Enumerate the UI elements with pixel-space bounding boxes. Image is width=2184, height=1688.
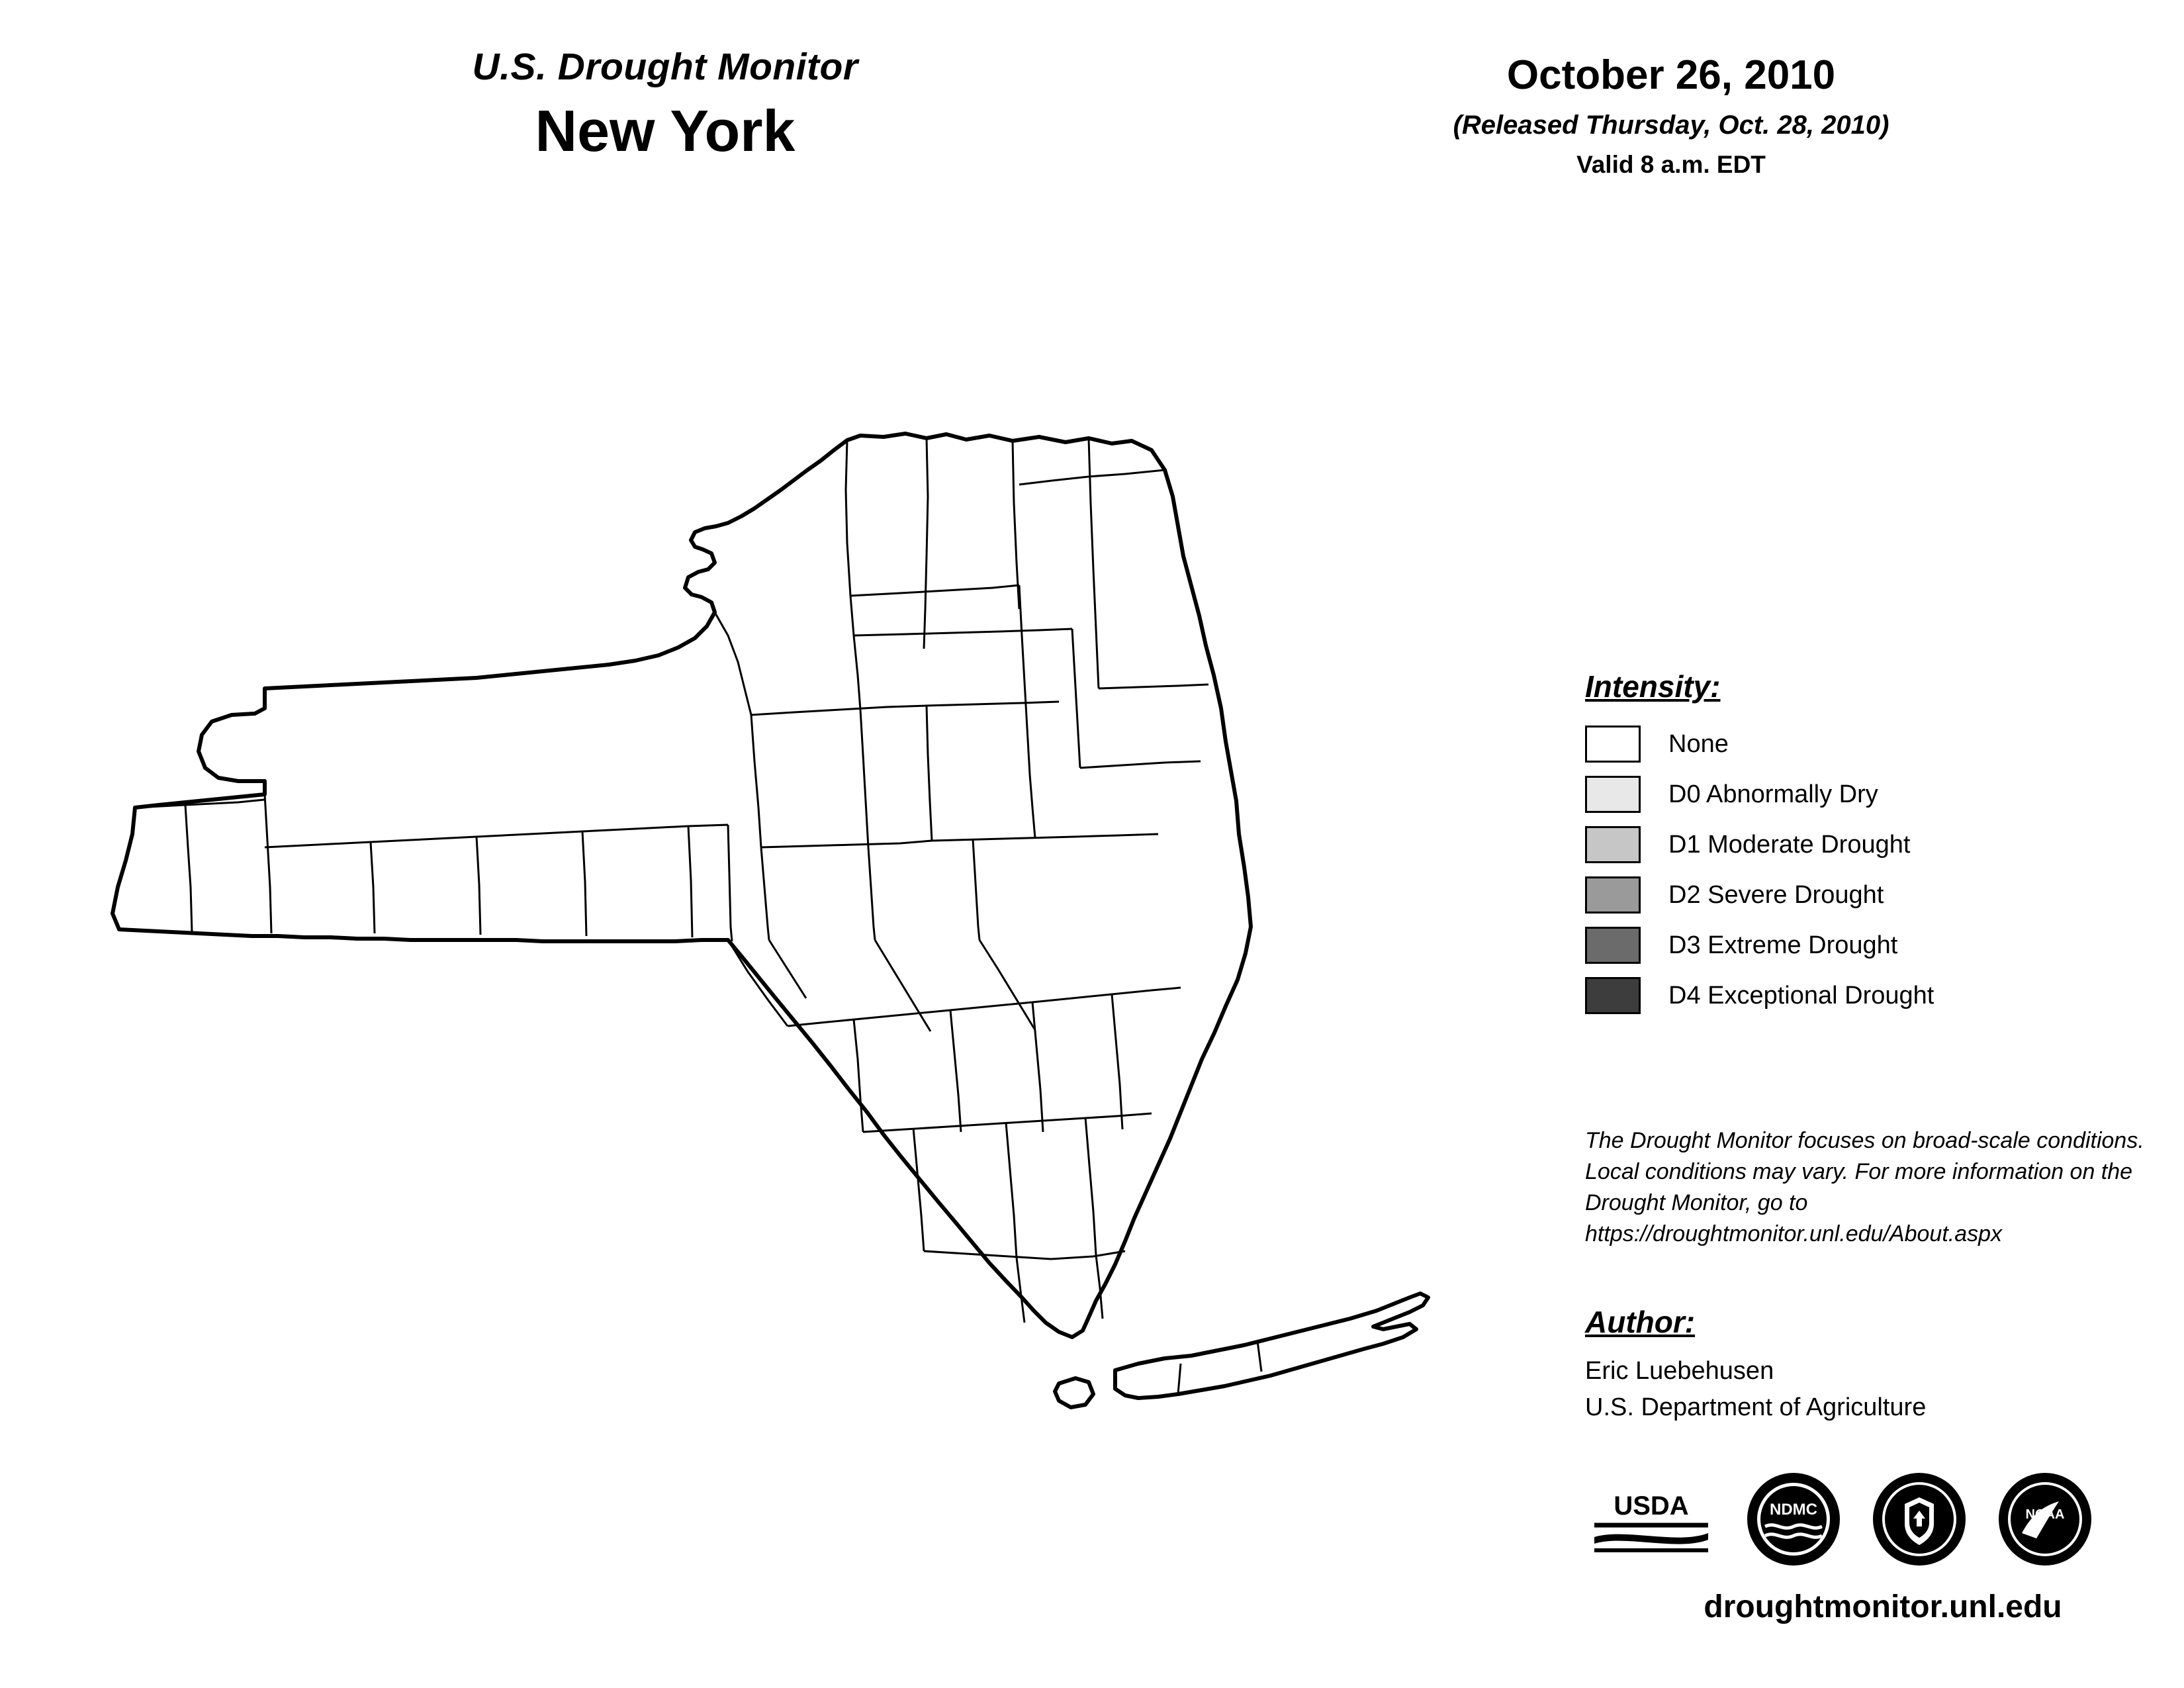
legend-swatch-d4 [1585,977,1641,1014]
author-heading: Author: [1585,1305,1696,1339]
header-title-block [285,46,1046,164]
usdoc-logo [1870,1470,1969,1569]
legend-swatch-d1 [1585,826,1641,863]
author-block [1585,1304,2181,1426]
legend-heading: Intensity: [1585,669,1721,704]
legend-swatch-d0 [1585,776,1641,813]
state-boundary [113,434,1251,1337]
usda-logo [1585,1476,1717,1562]
svg-text:USDA: USDA [1614,1491,1689,1521]
legend-item-d0 [1585,769,2167,820]
svg-text:NOAA: NOAA [2025,1507,2065,1522]
legend-swatch-none [1585,726,1641,763]
ndmc-logo [1744,1470,1843,1569]
legend-swatch-d2 [1585,876,1641,914]
header-date-block [1357,53,1985,179]
legend-item-none [1585,719,2167,769]
legend-item-d1 [1585,820,2167,870]
staten-island [1055,1378,1093,1407]
author-name: Eric Luebehusen [1585,1357,1774,1385]
long-island [1115,1293,1428,1398]
legend-label-d1: D1 Moderate Drought [1668,830,1911,859]
svg-text:NDMC: NDMC [1770,1501,1817,1519]
valid-time: Valid 8 a.m. EDT [1576,151,1766,179]
legend-label-d3: D3 Extreme Drought [1668,931,1898,959]
intensity-legend [1585,669,2167,1021]
legend-item-d3 [1585,920,2167,970]
program-title: U.S. Drought Monitor [472,46,858,88]
legend-item-d2 [1585,870,2167,920]
legend-label-d4: D4 Exceptional Drought [1668,981,1934,1009]
legend-label-d0: D0 Abnormally Dry [1668,780,1878,808]
release-date: (Released Thursday, Oct. 28, 2010) [1453,111,1889,140]
author-affiliation: U.S. Department of Agriculture [1585,1393,1927,1422]
legend-label-none: None [1668,729,1729,758]
legend-label-d2: D2 Severe Drought [1668,880,1884,909]
legend-swatch-d3 [1585,927,1641,964]
new-york-drought-map [66,410,1509,1536]
legend-item-d4 [1585,970,2167,1021]
state-title: New York [535,97,796,164]
state-outline [113,434,1428,1407]
valid-date: October 26, 2010 [1506,52,1836,98]
agency-logo-strip [1585,1466,2181,1572]
noaa-logo [1995,1470,2095,1569]
site-url[interactable]: droughtmonitor.unl.edu [1704,1589,2062,1624]
disclaimer-text: The Drought Monitor focuses on broad-scale conditions. Local conditions may vary. For more information on the Drought Monitor, go to https://droughtmonitor.unl.edu/About.aspx [1585,1128,2144,1246]
